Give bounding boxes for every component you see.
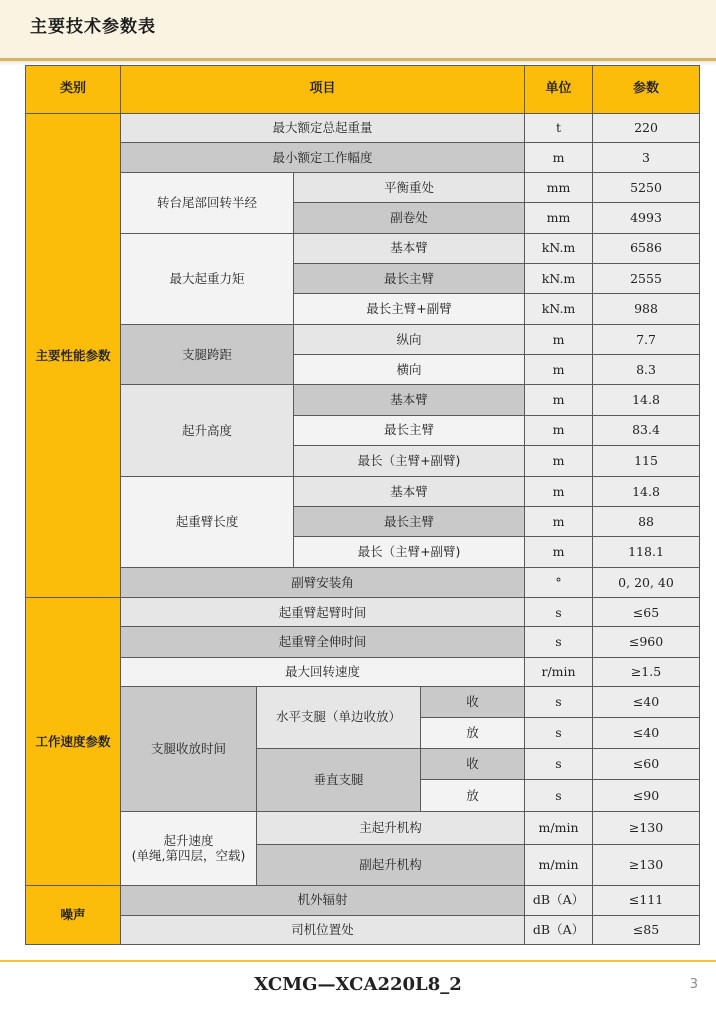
value-cell: ≤40 bbox=[593, 717, 700, 748]
unit-cell: s bbox=[525, 686, 593, 717]
value-cell: 115 bbox=[593, 445, 700, 476]
value-cell: ≥130 bbox=[593, 812, 700, 845]
table-row bbox=[26, 143, 700, 173]
unit-cell: t bbox=[525, 114, 593, 143]
item-label: 基本臂 bbox=[294, 233, 525, 263]
table-row bbox=[26, 885, 700, 915]
group-label: 支腿收放时间 bbox=[121, 686, 257, 812]
category-noise: 噪声 bbox=[26, 885, 121, 944]
item-label: 横向 bbox=[294, 355, 525, 385]
item-label: 起重臂全伸时间 bbox=[121, 627, 525, 657]
item-label: 机外辐射 bbox=[121, 885, 525, 915]
table-row bbox=[26, 627, 700, 657]
item-label: 最长主臂+副臂 bbox=[294, 293, 525, 324]
footer-model-code: XCMG—XCA220L8_2 bbox=[254, 974, 462, 995]
item-label: 最长主臂 bbox=[294, 263, 525, 293]
item-label: 放 bbox=[421, 780, 525, 812]
subgroup-label: 垂直支腿 bbox=[257, 748, 421, 811]
header-category: 类别 bbox=[26, 66, 121, 114]
value-cell: 8.3 bbox=[593, 355, 700, 385]
value-cell: 14.8 bbox=[593, 476, 700, 506]
value-cell: 3 bbox=[593, 143, 700, 173]
item-label: 基本臂 bbox=[294, 476, 525, 506]
value-cell: ≤60 bbox=[593, 748, 700, 779]
table-row bbox=[26, 114, 700, 143]
unit-cell: m/min bbox=[525, 812, 593, 845]
unit-cell: m bbox=[525, 355, 593, 385]
unit-cell: mm bbox=[525, 173, 593, 202]
item-label: 最小额定工作幅度 bbox=[121, 143, 525, 173]
footer-divider bbox=[0, 960, 716, 962]
page-title: 主要技术参数表 bbox=[30, 17, 156, 37]
item-label: 起重臂起臂时间 bbox=[121, 598, 525, 627]
unit-cell: m bbox=[525, 385, 593, 415]
unit-cell: dB（A） bbox=[525, 915, 593, 944]
value-cell: ≤90 bbox=[593, 780, 700, 812]
unit-cell: s bbox=[525, 627, 593, 657]
value-cell: 220 bbox=[593, 114, 700, 143]
unit-cell: dB（A） bbox=[525, 885, 593, 915]
value-cell: 83.4 bbox=[593, 415, 700, 445]
item-label: 放 bbox=[421, 717, 525, 748]
unit-cell: m bbox=[525, 506, 593, 536]
value-cell: 4993 bbox=[593, 202, 700, 233]
item-label: 副卷处 bbox=[294, 202, 525, 233]
value-cell: 7.7 bbox=[593, 325, 700, 355]
item-label: 副臂安装角 bbox=[121, 568, 525, 598]
table-row bbox=[26, 385, 700, 415]
unit-cell: s bbox=[525, 780, 593, 812]
page-header bbox=[0, 0, 716, 61]
category-speed: 工作速度参数 bbox=[26, 598, 121, 885]
header-unit: 单位 bbox=[525, 66, 593, 114]
table-row bbox=[26, 657, 700, 686]
unit-cell: m bbox=[525, 445, 593, 476]
unit-cell: m bbox=[525, 415, 593, 445]
value-cell: ≤40 bbox=[593, 686, 700, 717]
value-cell: ≤65 bbox=[593, 598, 700, 627]
header-param: 参数 bbox=[593, 66, 700, 114]
item-label: 最长主臂 bbox=[294, 506, 525, 536]
table-row bbox=[26, 325, 700, 355]
group-label: 最大起重力矩 bbox=[121, 233, 294, 324]
unit-cell: ° bbox=[525, 568, 593, 598]
category-performance: 主要性能参数 bbox=[26, 114, 121, 598]
item-label: 基本臂 bbox=[294, 385, 525, 415]
table-row bbox=[26, 173, 700, 202]
page-number: 3 bbox=[689, 977, 698, 992]
item-label: 收 bbox=[421, 748, 525, 779]
hoist-speed-sublabel: (单绳,第四层，空载) bbox=[131, 848, 246, 864]
value-cell: 2555 bbox=[593, 263, 700, 293]
unit-cell: m bbox=[525, 143, 593, 173]
value-cell: 118.1 bbox=[593, 537, 700, 568]
value-cell: 5250 bbox=[593, 173, 700, 202]
table-row bbox=[26, 233, 700, 263]
unit-cell: s bbox=[525, 598, 593, 627]
group-label: 起升高度 bbox=[121, 385, 294, 476]
table-row bbox=[26, 476, 700, 506]
item-label: 最长（主臂+副臂) bbox=[294, 537, 525, 568]
table-row bbox=[26, 812, 700, 845]
value-cell: 0, 20, 40 bbox=[593, 568, 700, 598]
group-label: 转台尾部回转半经 bbox=[121, 173, 294, 233]
unit-cell: kN.m bbox=[525, 233, 593, 263]
item-label: 主起升机构 bbox=[257, 812, 525, 845]
item-label: 收 bbox=[421, 686, 525, 717]
item-label: 司机位置处 bbox=[121, 915, 525, 944]
item-label: 平衡重处 bbox=[294, 173, 525, 202]
hoist-speed-label: 起升速度 bbox=[163, 832, 214, 848]
unit-cell: m/min bbox=[525, 845, 593, 885]
unit-cell: s bbox=[525, 748, 593, 779]
item-label: 最大回转速度 bbox=[121, 657, 525, 686]
table-row bbox=[26, 686, 700, 717]
table-row bbox=[26, 598, 700, 627]
item-label: 最长（主臂+副臂) bbox=[294, 445, 525, 476]
value-cell: ≤85 bbox=[593, 915, 700, 944]
value-cell: ≤960 bbox=[593, 627, 700, 657]
value-cell: 88 bbox=[593, 506, 700, 536]
header-item: 项目 bbox=[121, 66, 525, 114]
table-row bbox=[26, 568, 700, 598]
table-row bbox=[26, 915, 700, 944]
unit-cell: mm bbox=[525, 202, 593, 233]
group-label bbox=[121, 812, 257, 885]
unit-cell: m bbox=[525, 476, 593, 506]
item-label: 最大额定总起重量 bbox=[121, 114, 525, 143]
value-cell: ≥1.5 bbox=[593, 657, 700, 686]
unit-cell: kN.m bbox=[525, 293, 593, 324]
group-label: 支腿跨距 bbox=[121, 325, 294, 385]
value-cell: 988 bbox=[593, 293, 700, 324]
subgroup-label: 水平支腿（单边收放） bbox=[257, 686, 421, 748]
unit-cell: kN.m bbox=[525, 263, 593, 293]
unit-cell: s bbox=[525, 717, 593, 748]
unit-cell: m bbox=[525, 537, 593, 568]
value-cell: ≤111 bbox=[593, 885, 700, 915]
value-cell: ≥130 bbox=[593, 845, 700, 885]
value-cell: 14.8 bbox=[593, 385, 700, 415]
spec-table bbox=[25, 65, 700, 945]
value-cell: 6586 bbox=[593, 233, 700, 263]
unit-cell: m bbox=[525, 325, 593, 355]
item-label: 纵向 bbox=[294, 325, 525, 355]
table-header-row bbox=[26, 66, 700, 114]
item-label: 最长主臂 bbox=[294, 415, 525, 445]
item-label: 副起升机构 bbox=[257, 845, 525, 885]
group-label: 起重臂长度 bbox=[121, 476, 294, 567]
unit-cell: r/min bbox=[525, 657, 593, 686]
